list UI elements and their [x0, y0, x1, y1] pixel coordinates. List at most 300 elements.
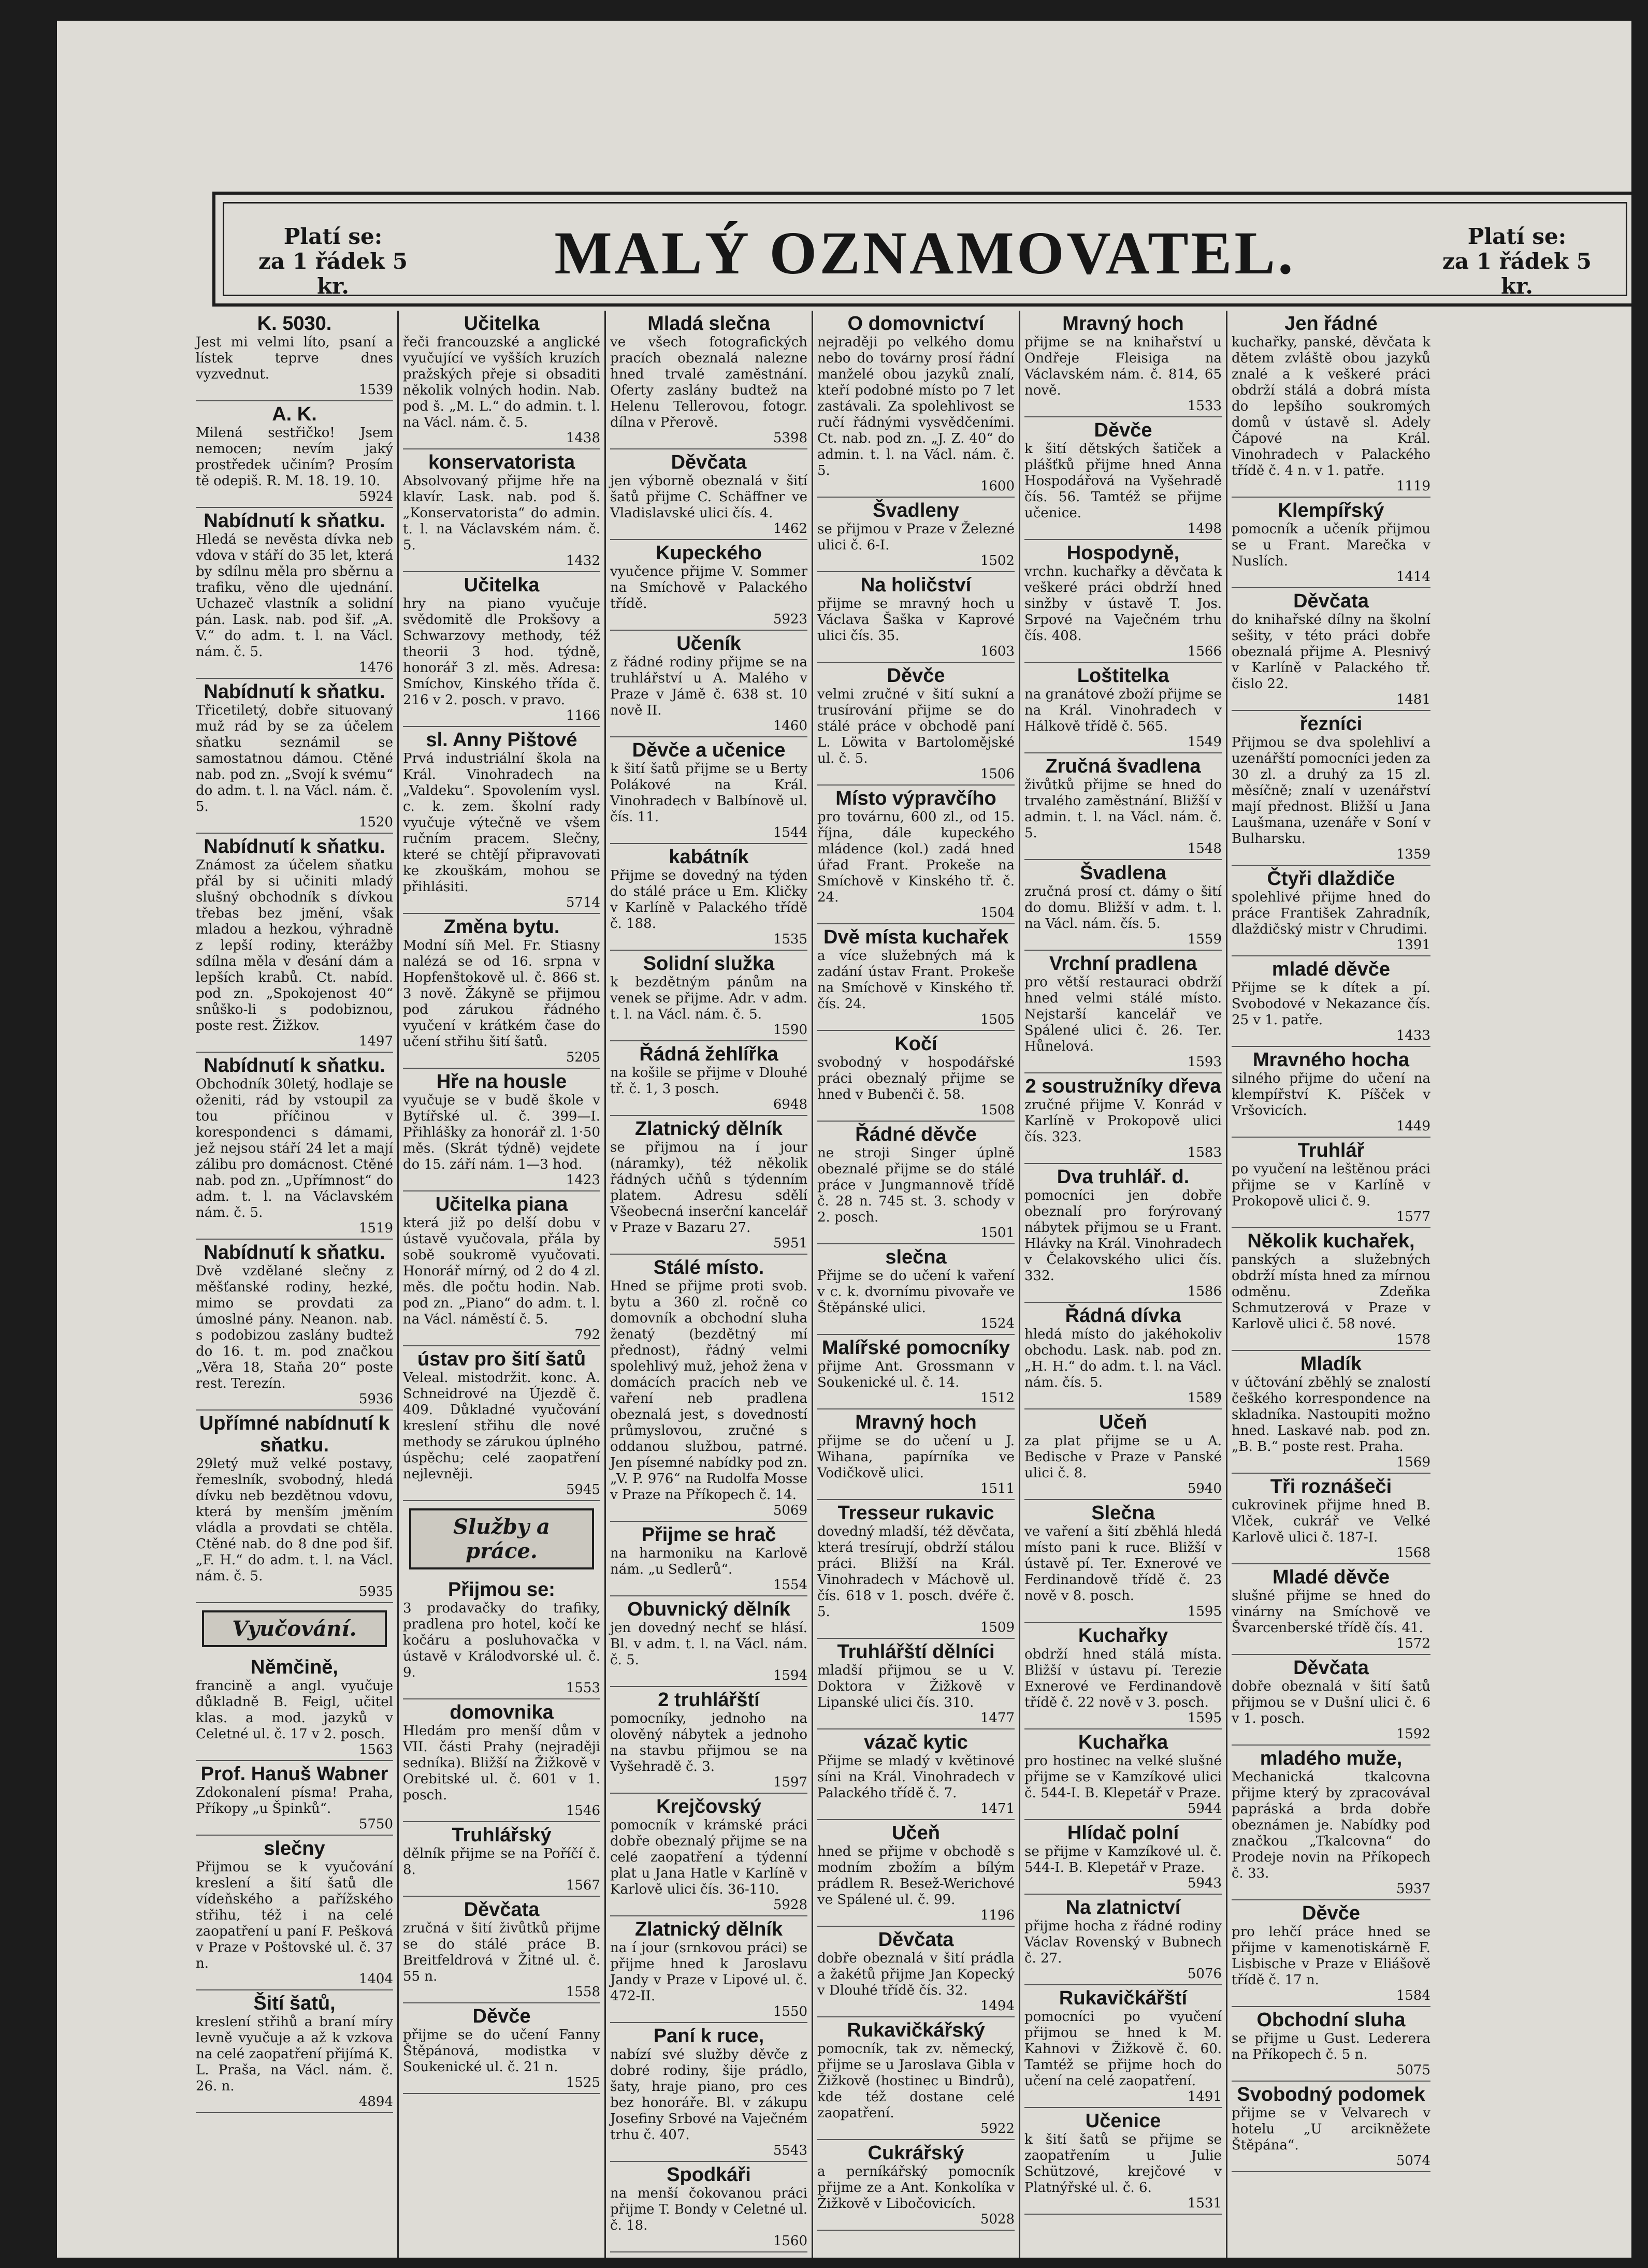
ad-headline: Truhlářští dělníci: [837, 1641, 995, 1663]
ad-number: 1600: [980, 478, 1015, 494]
ad-headline: Učitelka: [464, 574, 540, 596]
ad-number: 5951: [773, 1235, 807, 1251]
price-note-left: Platí se: za 1 řádek 5 kr.: [258, 224, 408, 299]
ad-number: 5923: [773, 612, 807, 627]
ad-number: 1586: [1187, 1284, 1222, 1299]
ad-headline: Učeň: [892, 1822, 940, 1844]
ad-body: jen dovedný nechť se hlásí. Bl. v adm. t. l. na Václ. nám. č. 5.: [610, 1620, 807, 1668]
classified-ad: [1024, 1895, 1222, 1985]
ad-headline: Hospodyně,: [1066, 542, 1180, 564]
ad-headline: Učitelka: [464, 313, 540, 335]
ad-headline: Tři roznášeči: [1270, 1476, 1392, 1498]
ad-body: vrchn. kuchařky a děvčata k veškeré práci obdrží hned sinžby v ústavě T. Jos. Srpové na Vaječném trhu čís. 408.: [1024, 564, 1222, 644]
ad-headline: Obuvnický dělník: [627, 1598, 790, 1620]
ad-body: ve všech fotografických pracích obeznalá nalezne hned trvalé zaměstnání. Oferty zaslány budtež na Helenu Tellerovou, fotogr. dílna v Přerově.: [610, 335, 807, 430]
ad-number: 1509: [980, 1620, 1015, 1635]
ad-body: vyučuje se v budě škole v Bytířské ul. č. 399—I. Přihlášky za honorář zl. 1·50 měs. (Skrát týdně) vejdete do 15. září nám. 1—3 hod.: [403, 1093, 600, 1172]
ad-body: se přijme u Gust. Lederera na Příkopech č. 5 n.: [1232, 2031, 1430, 2062]
ad-number: 1568: [1396, 1545, 1430, 1561]
ad-number: 1404: [358, 1971, 393, 1987]
ad-body: cukrovinek přijme hned B. Vlček, cukrář ve Velké Karlově ulici č. 187-I.: [1232, 1498, 1430, 1545]
ad-headline: Děvčata: [878, 1929, 954, 1951]
ad-number: 1471: [980, 1801, 1015, 1816]
ad-body: živůtků přijme se hned do trvalého zaměstnání. Bližší v admin. t. l. na Václ. nám. č. 5.: [1024, 777, 1222, 841]
ad-number: 1546: [566, 1803, 600, 1819]
ad-headline: Dvě místa kuchařek: [823, 926, 1008, 948]
ad-headline: Krejčovský: [656, 1796, 761, 1818]
ad-body: panských a služebných obdrží místa hned za mírnou odměnu. Zdeňka Schmutzerová v Praze v Karlově ulici č. 58 nové.: [1232, 1252, 1430, 1332]
ad-number: 5922: [980, 2121, 1015, 2136]
ad-number: 792: [574, 1327, 600, 1343]
ad-number: 1603: [980, 644, 1015, 659]
ad-headline: Na holičství: [860, 574, 972, 596]
ad-number: 1504: [980, 905, 1015, 921]
section-heading: Služby a práce.: [409, 1508, 594, 1569]
ad-number: 6948: [773, 1097, 807, 1112]
ad-column: [1227, 311, 1435, 2258]
ad-body: k bezdětným pánům na venek se přijme. Adr. v adm. t. l. na Václ. nám. č. 5.: [610, 975, 807, 1022]
ad-headline: Němčině,: [251, 1656, 338, 1678]
classified-ad: [403, 1897, 600, 2003]
ad-body: pomocníci jen dobře obeznalí pro forýrovaný nábytek přijmou se u Frant. Hlávky na Král. Vinohradech v Čelakovského ulici čís. 332.: [1024, 1188, 1222, 1284]
ad-number: 1577: [1396, 1209, 1430, 1225]
classified-ad: [196, 401, 393, 508]
ad-number: 1506: [980, 766, 1015, 782]
ad-headline: Hlídač polní: [1067, 1822, 1179, 1844]
ad-number: 5028: [980, 2212, 1015, 2227]
ad-body: hry na piano vyučuje svědomitě dle Prokšovy a Schwarzovy methody, též theorii 3 hod. týdně, honorář 3 zl. měs. Adresa: Smíchov, Kinského třída č. 216 v 2. posch. v pravo.: [403, 596, 600, 708]
ad-body: vyučence přijme V. Sommer na Smíchově v Palackého třídě.: [610, 564, 807, 612]
classified-ad: [1024, 951, 1222, 1073]
ad-headline: Přijme se hrač: [641, 1524, 776, 1546]
ad-body: za plat přijme se u A. Bedische v Praze v Panské ulici č. 8.: [1024, 1433, 1222, 1481]
ad-headline: slečny: [264, 1838, 325, 1859]
ad-number: 4894: [358, 2094, 393, 2110]
ad-body: Modní síň Mel. Fr. Stiasny nalézá se od 16. srpna v Hopfenštokově ul. č. 866 st. 3 nově. Žákyně se přijmou pod zárukou řádného vyučení v krátkém čase do učení střihu šití šatů.: [403, 938, 600, 1050]
classified-ad: [610, 631, 807, 737]
section-heading: Vyučování.: [202, 1610, 387, 1647]
ad-headline: Slečna: [1091, 1502, 1155, 1524]
ad-headline: Děvče a učenice: [632, 739, 786, 761]
classified-ad: [610, 1255, 807, 1522]
ad-number: 1414: [1396, 569, 1430, 585]
ad-headline: A. K.: [272, 403, 317, 425]
classified-ad: [196, 1654, 393, 1761]
ad-headline: Děvče: [472, 2005, 531, 2027]
newspaper-page: [57, 21, 1631, 2258]
ad-body: ne stroji Singer úplně obeznalé přijme se do stálé práce v Jungmannově třídě č. 28 n. 745 st. 3. schody v 2. posch.: [817, 1145, 1015, 1225]
ad-headline: Truhlářský: [452, 1824, 552, 1846]
classified-ad: [196, 1990, 393, 2113]
classified-ad: [610, 1041, 807, 1116]
ad-number: 1535: [773, 932, 807, 947]
classified-ad: [610, 951, 807, 1041]
ad-body: pro továrnu, 600 zl., od 15. října, dále kupeckého mládence (kol.) zadá hned úřad Frant. Prokeše na Smíchově v Kinského tř. č. 24.: [817, 809, 1015, 905]
classified-ad: [1232, 1228, 1430, 1351]
ad-headline: Děvčata: [1293, 590, 1369, 612]
ad-number: 1438: [566, 430, 600, 446]
classified-ad: [610, 1687, 807, 1794]
ad-headline: Malířské pomocníky: [821, 1337, 1010, 1359]
classified-ad: [196, 508, 393, 679]
classified-ad: [817, 311, 1015, 498]
ad-headline: domovnika: [450, 1702, 554, 1723]
ad-headline: Děvčata: [464, 1899, 540, 1921]
ad-number: 1554: [773, 1577, 807, 1593]
ad-headline: Dva truhlář. d.: [1057, 1166, 1190, 1188]
ad-number: 1494: [980, 1998, 1015, 2014]
ad-number: 1563: [358, 1742, 393, 1757]
ad-headline: Nabídnutí k sňatku.: [204, 510, 385, 532]
ad-body: svobodný v hospodářské práci obeznalý přijme se hned v Bubenči č. 58.: [817, 1055, 1015, 1102]
ad-number: 5936: [358, 1391, 393, 1407]
ad-headline: Mravný hoch: [1062, 313, 1184, 335]
ad-number: 1433: [1396, 1028, 1430, 1043]
ad-headline: Řádné děvče: [855, 1124, 977, 1145]
classified-ad: [403, 1822, 600, 1897]
ad-headline: Šití šatů,: [253, 1993, 336, 2014]
ad-headline: Loštitelka: [1077, 665, 1169, 687]
classified-ad: [1232, 956, 1430, 1047]
classified-ad: [403, 1191, 600, 1346]
ad-body: k šití šatů přijme se u Berty Polákové na Král. Vinohradech v Balbínově ul. čís. 11.: [610, 761, 807, 825]
classified-ad: [1232, 1564, 1430, 1655]
ad-headline: Na zlatnictví: [1065, 1897, 1181, 1918]
ad-headline: Klempířský: [1278, 500, 1384, 521]
ad-headline: Hře na housle: [436, 1071, 567, 1093]
ad-headline: Nabídnutí k sňatku.: [204, 1055, 385, 1077]
ad-headline: Mladá slečna: [647, 313, 770, 335]
ad-body: slušné přijme se hned do vinárny na Smíchově ve Švarcenberské třídě čís. 41.: [1232, 1588, 1430, 1636]
classified-ad: [610, 2023, 807, 2162]
classified-ad: [196, 1053, 393, 1240]
classified-ad: [610, 1522, 807, 1596]
ad-body: a více služebných má k zadání ústav Frant. Prokeše na Smíchově v Kinského tř. čís. 24.: [817, 948, 1015, 1012]
classified-ad: [1232, 711, 1430, 866]
ad-column: [813, 311, 1020, 2258]
classified-ad: [817, 924, 1015, 1031]
ad-headline: Řádná dívka: [1065, 1305, 1181, 1327]
classified-ad: [610, 844, 807, 951]
classified-ad: [610, 1596, 807, 1687]
ad-body: 29letý muž velké postavy, řemeslník, svobodný, hledá dívku neb bezdětnou vdovu, která by menším jměním vládla a provdati se chtěla. Ctěné nab. do 8 dne pod šif. „F. H.“ do adm. t. l. na Václ. nám. č. 5.: [196, 1456, 393, 1584]
ad-number: 1594: [773, 1668, 807, 1683]
ad-headline: Učeň: [1099, 1412, 1147, 1433]
ad-columns: [192, 311, 1631, 2258]
classified-ad: [1232, 1746, 1430, 1900]
classified-ad: [610, 449, 807, 540]
ad-body: přijme se do učení Fanny Štěpánová, modistka v Soukenické ul. č. 21 n.: [403, 2027, 600, 2075]
ad-headline: K. 5030.: [257, 313, 332, 335]
classified-ad: [817, 1820, 1015, 1927]
classified-ad: [403, 311, 600, 449]
classified-ad: [1232, 498, 1430, 588]
ad-number: 1505: [980, 1012, 1015, 1027]
classified-ad: [1024, 1623, 1222, 1729]
ad-headline: 2 soustružníky dřeva: [1025, 1075, 1221, 1097]
ad-headline: Upřímné nabídnutí k sňatku.: [199, 1413, 390, 1456]
ad-headline: Mravného hocha: [1253, 1049, 1409, 1071]
ad-body: Mechanická tkalcovna přijme který by zpracovával papráská a brda dobře obeznámen je. Nabídky pod značkou „Tkalcovna“ do Prodeje novin na Příkopech č. 33.: [1232, 1769, 1430, 1881]
ad-body: na í jour (srnkovou práci) se přijme hned k Jaroslavu Jandy v Praze v Lipové ul. č. 472-II.: [610, 1940, 807, 2004]
classified-ad: [610, 1794, 807, 1916]
ad-body: Přijme se mladý v květinové síni na Král. Vinohradech v Palackého třídě č. 7.: [817, 1753, 1015, 1801]
classified-ad: [1024, 2108, 1222, 2215]
ad-number: 5944: [1187, 1801, 1222, 1816]
ad-body: přijme se na knihařství u Ondřeje Fleisiga na Václavském nám. č. 814, 65 nově.: [1024, 335, 1222, 398]
ad-number: 1597: [773, 1775, 807, 1790]
ad-number: 1525: [566, 2075, 600, 2090]
classified-ad: [1232, 311, 1430, 498]
ad-headline: Kuchařky: [1078, 1625, 1168, 1647]
price-note-right: Platí se: za 1 řádek 5 kr.: [1442, 224, 1592, 299]
ad-number: 1572: [1396, 1636, 1430, 1651]
ad-headline: Truhlář: [1297, 1140, 1365, 1161]
classified-ad: [1024, 417, 1222, 540]
ad-number: 1511: [980, 1481, 1015, 1496]
classified-ad: [1024, 311, 1222, 417]
ad-body: k šití šatů se přijme se zaopatřením u Julie Schützové, krejčové v Platnýřské ul. č. 6.: [1024, 2132, 1222, 2196]
ad-body: a perníkářský pomocník přijme ze a Ant. Konkolíka v Žižkově v Libočovicích.: [817, 2164, 1015, 2212]
classified-ad: [403, 1577, 600, 1699]
classified-ad: [610, 311, 807, 449]
ad-headline: Několik kuchařek,: [1247, 1230, 1415, 1252]
ad-body: Jest mi velmi líto, psaní a lístek teprve dnes vyzvednut.: [196, 335, 393, 382]
ad-body: velmi zručné v šití sukní a trusírování přijme se do stálé práce v obchodě paní L. Löwita v Bartolomějské ul. č. 5.: [817, 687, 1015, 766]
classified-ad: [1232, 1900, 1430, 2007]
ad-body: nejraději po velkého domu nebo do továrny prosí řádní manželé obou jazyků znalí, kteří podobné místo po 7 let zastávali. Za spolehlivost se ručí řádnými vysvědčeními. Ct. nab. pod zn. „J. Z. 40“ do admin. t. l. na Václ. nám. č. 5.: [817, 335, 1015, 478]
ad-body: Obchodník 30letý, hodlaje se oženiti, rád by vstoupil za tou příčinou v korespondenci s dámami, jež nejsou stáří 24 let a mají zálibu pro domácnost. Ctěné nab. pod zn. „Upřímnost“ do adm. t. l. na Václavském nám. č. 5.: [196, 1077, 393, 1220]
ad-headline: Mravný hoch: [855, 1412, 977, 1433]
classified-ad: [1024, 1164, 1222, 1303]
ad-number: 5928: [773, 1897, 807, 1913]
ad-number: 1497: [358, 1034, 393, 1049]
ad-body: Přijme se dovedný na týden do stálé práce u Em. Kličky v Karlíně v Palackého třídě č. 188.: [610, 868, 807, 932]
ad-headline: Kuchařka: [1078, 1732, 1168, 1753]
ad-headline: Zručná švadlena: [1045, 755, 1201, 777]
ad-headline: Švadlena: [1080, 862, 1166, 884]
classified-ad: [817, 2140, 1015, 2231]
ad-number: 1558: [566, 1984, 600, 2000]
ad-number: 1583: [1187, 1145, 1222, 1160]
ad-body: pro větší restauraci obdrží hned velmi stálé místo. Nejstarší kancelář ve Spálené ulici č. 26. Ter. Hůnelová.: [1024, 975, 1222, 1054]
ad-number: 5069: [773, 1503, 807, 1518]
ad-body: Hledá se nevěsta dívka neb vdova v stáří do 35 let, která by sdílnu měla pro sběrnu a trafiku, věno dle ujednání. Uchazeč vlastník a solidní pán. Lask. nab. pod šif. „A. V.“ do adm. t. l. na Václ. nám. č. 5.: [196, 532, 393, 660]
classified-ad: [1232, 588, 1430, 711]
ad-number: 1595: [1187, 1604, 1222, 1619]
classified-ad: [196, 1411, 393, 1603]
ad-headline: Nabídnutí k sňatku.: [204, 836, 385, 857]
ad-headline: Prof. Hanuš Wabner: [200, 1763, 388, 1785]
ad-number: 5076: [1187, 1966, 1222, 1982]
ad-headline: Nabídnutí k sňatku.: [204, 681, 385, 703]
classified-ad: [1232, 866, 1430, 956]
ad-headline: řezníci: [1299, 713, 1363, 735]
ad-body: Hledám pro menší dům v VII. části Prahy (nejraději sedníka). Bližší na Žižkově v Orebitské ul. č. 601 v 1. posch.: [403, 1723, 600, 1803]
classified-ad: [403, 1699, 600, 1822]
classified-ad: [196, 1240, 393, 1411]
ad-body: hned se přijme v obchodě s modním zbožím a bílým prádlem R. Besež-Werichové ve Spálené ul. č. 99.: [817, 1844, 1015, 1908]
ad-headline: Obchodní sluha: [1256, 2009, 1406, 2031]
ad-number: 1512: [980, 1390, 1015, 1406]
ad-body: pomocník a učeník přijmou se u Frant. Marečka v Nuslích.: [1232, 521, 1430, 569]
ad-body: spolehlivé přijme hned do práce František Zahradník, dlaždičský mistr v Chrudimi.: [1232, 890, 1430, 937]
ad-number: 1519: [358, 1220, 393, 1236]
ad-number: 1508: [980, 1102, 1015, 1118]
ad-number: 1550: [773, 2004, 807, 2019]
ad-headline: mladé děvče: [1271, 958, 1391, 980]
ad-body: k šití dětských šatiček a plášťků přijme hned Anna Hospodářová na Vyšehradě čís. 56. Tamtéž se přijme učenice.: [1024, 441, 1222, 521]
classified-ad: [817, 1927, 1015, 2017]
classified-ad: [817, 572, 1015, 663]
classified-ad: [1232, 1047, 1430, 1138]
ad-number: 5714: [566, 895, 600, 910]
classified-ad: [196, 311, 393, 401]
classified-ad: [1024, 663, 1222, 753]
ad-body: kuchařky, panské, děvčata k dětem zvláště obou jazyků znalé a k veškeré práci obdrží stálá a dobrá místa do lepšího soukromých domů v ústavě sl. Adely Čápové na Král. Vinohradech v Palackého třídě č. 4 n. v 1. patře.: [1232, 335, 1430, 478]
ad-body: pomocníci po vyučení přijmou se hned k M. Kahnovi v Žižkově č. 60. Tamtéž se přijme hoch do učení na celé zaopatření.: [1024, 2009, 1222, 2089]
classified-ad: [1232, 1655, 1430, 1746]
ad-body: dělník přijme se na Poříčí č. 8.: [403, 1846, 600, 1878]
ad-number: 1589: [1187, 1390, 1222, 1406]
ad-number: 1569: [1396, 1455, 1430, 1470]
classified-ad: [403, 1069, 600, 1191]
ad-body: zručná prosí ct. dámy o šití do domu. Bližší v adm. t. l. na Václ. nám. čís. 5.: [1024, 884, 1222, 932]
ad-body: mladší přijmou se u V. Doktora v Žižkově v Lipanské ulici čís. 310.: [817, 1663, 1015, 1710]
ad-number: 1502: [980, 553, 1015, 569]
ad-headline: Rukavičkářský: [847, 2019, 985, 2041]
classified-ad: [817, 663, 1015, 786]
ad-headline: Mladé děvče: [1273, 1566, 1390, 1588]
ad-number: 1501: [980, 1225, 1015, 1241]
ad-headline: Svobodný podomek: [1237, 2084, 1425, 2105]
classified-ad: [403, 1346, 600, 1501]
ad-headline: mladého muže,: [1260, 1748, 1403, 1769]
ad-number: 5937: [1396, 1881, 1430, 1897]
ad-number: 1460: [773, 718, 807, 734]
ad-number: 1590: [773, 1022, 807, 1038]
ad-headline: konservatoristа: [428, 452, 575, 473]
ad-number: 1119: [1396, 478, 1430, 494]
ad-headline: Děvče: [1302, 1902, 1360, 1924]
ad-number: 5935: [358, 1584, 393, 1600]
classified-ad: [196, 1761, 393, 1836]
ad-body: na granátové zboží přijme se na Král. Vinohradech v Hálkově třídě č. 565.: [1024, 687, 1222, 734]
page-title: MALÝ OZNAMOVATEL.: [554, 219, 1296, 287]
ad-body: na košile se přijme v Dlouhé tř. č. 1, 3 posch.: [610, 1065, 807, 1097]
ad-number: 1477: [980, 1710, 1015, 1726]
ad-number: 1498: [1187, 521, 1222, 536]
ad-body: pomocník, tak zv. německý, přijme se u Jaroslava Gibla v Žižkově (hostinec u Bindrů), kde též dostane celé zaopatření.: [817, 2041, 1015, 2121]
ad-number: 5074: [1396, 2153, 1430, 2169]
ad-body: na harmoniku na Karlově nám. „u Sedlerů“.: [610, 1546, 807, 1577]
ad-body: z řádné rodiny přijme se na truhlářství u A. Malého v Praze v Jámě č. 638 st. 10 nově II.: [610, 655, 807, 718]
masthead-frame: [223, 202, 1627, 299]
classified-ad: [817, 1409, 1015, 1500]
classified-ad: [817, 1500, 1015, 1639]
ad-headline: Děvče: [887, 665, 945, 687]
ad-headline: Čtyři dlaždiče: [1267, 868, 1395, 890]
ad-body: se přijme v Kamzíkové ul. č. 544-I. B. Klepetář v Praze.: [1024, 1844, 1222, 1876]
ad-body: se přijmou na í jour (náramky), též několik řádných učňů s týdenním platem. Adresu sdělí Všeobecná inserční kancelář v Praze v Bazaru 27.: [610, 1140, 807, 1235]
ad-body: do knihařské dílny na školní sešity, v této práci dobře obeznalá přijme A. Plesnivý v Karlíně v Palackého tř. čislo 22.: [1232, 612, 1430, 692]
ad-number: 1524: [980, 1316, 1015, 1331]
ad-body: pro lehčí práce hned se přijme v kamenotiskárně F. Lisbische v Praze v Eliášově třídě č. 17 n.: [1232, 1924, 1430, 1988]
classified-ad: [1024, 540, 1222, 663]
ad-body: dobře obeznalá v šití šatů přijmou se v Dušní ulici č. 6 v 1. posch.: [1232, 1679, 1430, 1726]
ad-number: 5543: [773, 2143, 807, 2158]
ad-body: obdrží hned stálá místa. Bližší v ústavu pí. Terezie Exnerové ve Ferdinandově třídě č. 22 nově v 3. posch.: [1024, 1647, 1222, 1710]
ad-body: Přijme se k dítek a pí. Svobodové v Nekazance čís. 25 v 1. patře.: [1232, 980, 1430, 1028]
ad-body: ve vaření a šití zběhlá hledá místo pani k ruce. Bližší v ústavě pí. Ter. Exnerové ve Ferdinandově třídě č. 23 nově v 8. posch.: [1024, 1524, 1222, 1604]
ad-number: 1584: [1396, 1988, 1430, 2003]
ad-headline: Nabídnutí k sňatku.: [204, 1242, 385, 1263]
ad-number: 5940: [1187, 1481, 1222, 1496]
ad-body: Zdokonalení písma! Praha, Příkopy „u Špinků“.: [196, 1785, 393, 1816]
ad-number: 1449: [1396, 1118, 1430, 1134]
ad-number: 1462: [773, 521, 807, 536]
ad-number: 1196: [980, 1908, 1015, 1923]
classified-ad: [403, 727, 600, 914]
ad-number: 5398: [773, 430, 807, 446]
ad-number: 1559: [1187, 932, 1222, 947]
classified-ad: [817, 1244, 1015, 1335]
ad-number: 1520: [358, 815, 393, 830]
ad-headline: Zlatnický dělník: [634, 1918, 783, 1940]
classified-ad: [817, 1729, 1015, 1820]
ad-body: Milená sestřičko! Jsem nemocen; nevím jaký prostředek učiním? Prosím tě odepiš. R. M. 18. 19. 10.: [196, 425, 393, 489]
ad-body: která již po delší dobu v ústavě vyučovala, přála by sobě soukromě vyučovati. Honorář mírný, od 2 do 4 zl. měs. dle počtu hodin. Nab. pod zn. „Piano“ do adm. t. l. na Václ. náměstí č. 5.: [403, 1215, 600, 1327]
ad-body: 3 prodavačky do trafiky, pradlena pro hotel, kočí ke kočáru a posluhovačka v ústavě v Králodvorské ul. č. 9.: [403, 1601, 600, 1680]
ad-number: 1359: [1396, 847, 1430, 862]
ad-number: 1476: [358, 660, 393, 675]
ad-column: [1020, 311, 1227, 2258]
ad-number: 1560: [773, 2233, 807, 2249]
classified-ad: [1024, 1729, 1222, 1820]
classified-ad: [196, 1836, 393, 1990]
classified-ad: [610, 1116, 807, 1255]
classified-ad: [817, 1122, 1015, 1244]
ad-number: 1566: [1187, 644, 1222, 659]
ad-headline: Zlatnický dělník: [634, 1118, 783, 1140]
classified-ad: [1232, 2082, 1430, 2172]
ad-body: přijme se do učení u J. Wihana, papírníka ve Vodičkově ulici.: [817, 1433, 1015, 1481]
ad-headline: O domovnictví: [847, 313, 985, 335]
ad-headline: Děvče: [1094, 419, 1152, 441]
ad-body: jen výborně obeznalá v šití šatů přijme C. Schäffner ve Vladislavské ulici čís. 4.: [610, 473, 807, 521]
classified-ad: [817, 1639, 1015, 1729]
ad-number: 1491: [1187, 2089, 1222, 2104]
ad-headline: Stálé místo.: [653, 1257, 764, 1278]
ad-headline: Změna bytu.: [443, 916, 560, 938]
classified-ad: [1232, 2007, 1430, 2082]
ad-headline: Děvčata: [671, 452, 747, 473]
ad-number: 1593: [1187, 1054, 1222, 1070]
ad-headline: Učitelka piana: [435, 1194, 568, 1215]
ad-number: 1567: [566, 1878, 600, 1893]
classified-ad: [610, 2162, 807, 2252]
ad-body: silného přijme do učení na klempířství K. Píšček v Vršovicích.: [1232, 1071, 1430, 1118]
ad-body: řeči francouzské a anglické vyučující ve vyšších kruzích pražských přeje si obsaditi několik volných hodin. Nab. pod š. „M. L.“ do admin. t. l. na Václ. nám. č. 5.: [403, 335, 600, 430]
classified-ad: [610, 1916, 807, 2023]
ad-headline: Paní k ruce,: [653, 2025, 764, 2047]
ad-number: 5943: [1187, 1876, 1222, 1891]
ad-number: 1592: [1396, 1726, 1430, 1742]
classified-ad: [1024, 1500, 1222, 1623]
ad-number: 5945: [566, 1482, 600, 1498]
ad-number: 1531: [1187, 2196, 1222, 2211]
ad-number: 1548: [1187, 841, 1222, 856]
